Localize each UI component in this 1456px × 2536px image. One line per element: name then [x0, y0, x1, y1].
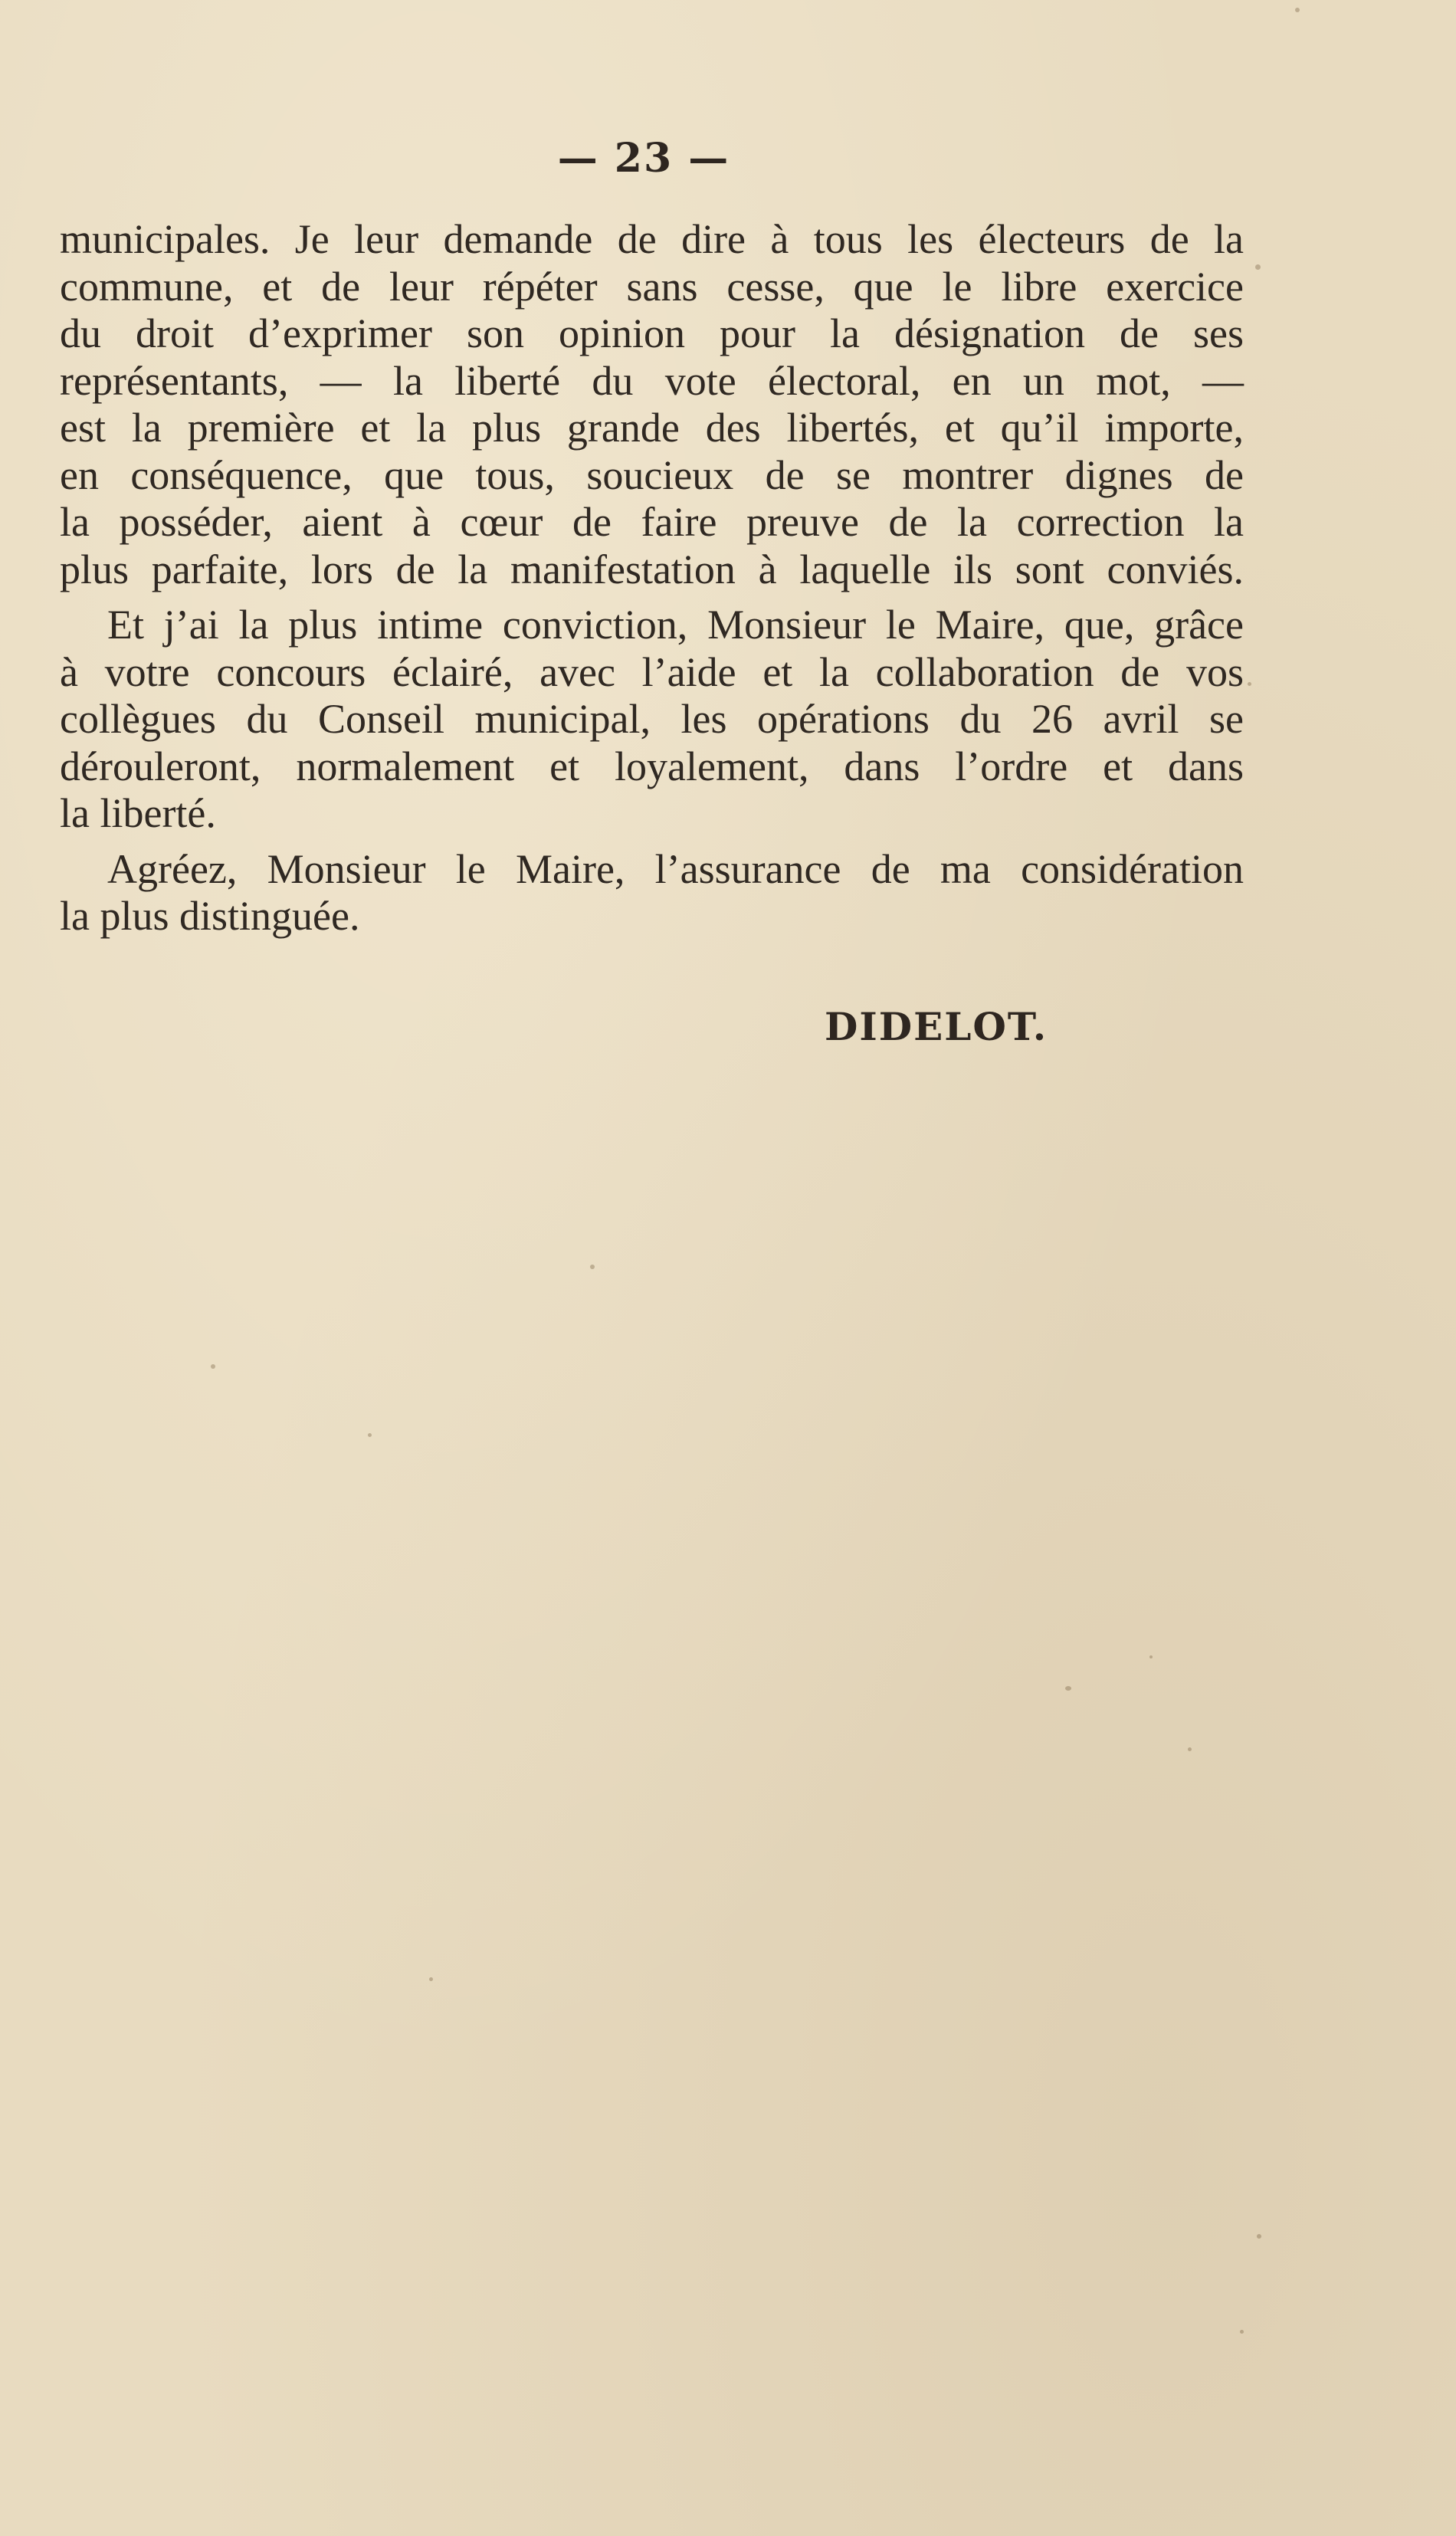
text-line: Et j’ai la plus intime conviction, Monsieur le Maire, que, grâce [107, 602, 1244, 648]
text-line: collègues du Conseil municipal, les opérations du 26 avril se [60, 696, 1244, 742]
paper-speck [1248, 682, 1251, 686]
paper-speck [1255, 264, 1261, 270]
signature: DIDELOT. [825, 1004, 1048, 1049]
paragraph-2 [60, 602, 1244, 838]
paper-speck [1295, 8, 1300, 12]
text-line: dérouleront, normalement et loyalement, dans l’ordre et dans [60, 743, 1244, 789]
text-line: représentants, — la liberté du vote électoral, en un mot, — [60, 357, 1244, 404]
text-line: la liberté. [60, 790, 216, 836]
paper-speck [1257, 2234, 1261, 2239]
text-line: la plus distinguée. [60, 893, 360, 939]
paper-speck [429, 1977, 433, 1981]
paragraph-3 [60, 846, 1244, 940]
paper-speck [368, 1433, 372, 1437]
paper-speck [590, 1265, 595, 1269]
text-line: est la première et la plus grande des libertés, et qu’il importe, [60, 405, 1244, 451]
text-line: la posséder, aient à cœur de faire preuve de la correction la [60, 499, 1244, 545]
letter-body [60, 216, 1244, 949]
paper-speck [211, 1364, 215, 1369]
paper-speck [1065, 1686, 1071, 1691]
text-line: du droit d’exprimer son opinion pour la désignation de ses [60, 310, 1244, 356]
text-line: en conséquence, que tous, soucieux de se montrer dignes de [60, 451, 1244, 498]
text-line: à votre concours éclairé, avec l’aide et la collaboration de vos [60, 648, 1244, 695]
text-line: municipales. Je leur demande de dire à tous les électeurs de la [60, 216, 1244, 262]
text-line: plus parfaite, lors de la manifestation à laquelle ils sont conviés. [60, 546, 1244, 592]
paragraph-1 [60, 216, 1244, 593]
text-line: commune, et de leur répéter sans cesse, que le libre exercice [60, 263, 1244, 310]
paper-speck [1149, 1655, 1153, 1658]
page-number: — 23 — [557, 135, 730, 182]
paper-speck [1188, 1747, 1192, 1751]
paper-speck [1240, 2330, 1244, 2334]
text-line: Agréez, Monsieur le Maire, l’assurance de ma considération [107, 845, 1244, 892]
